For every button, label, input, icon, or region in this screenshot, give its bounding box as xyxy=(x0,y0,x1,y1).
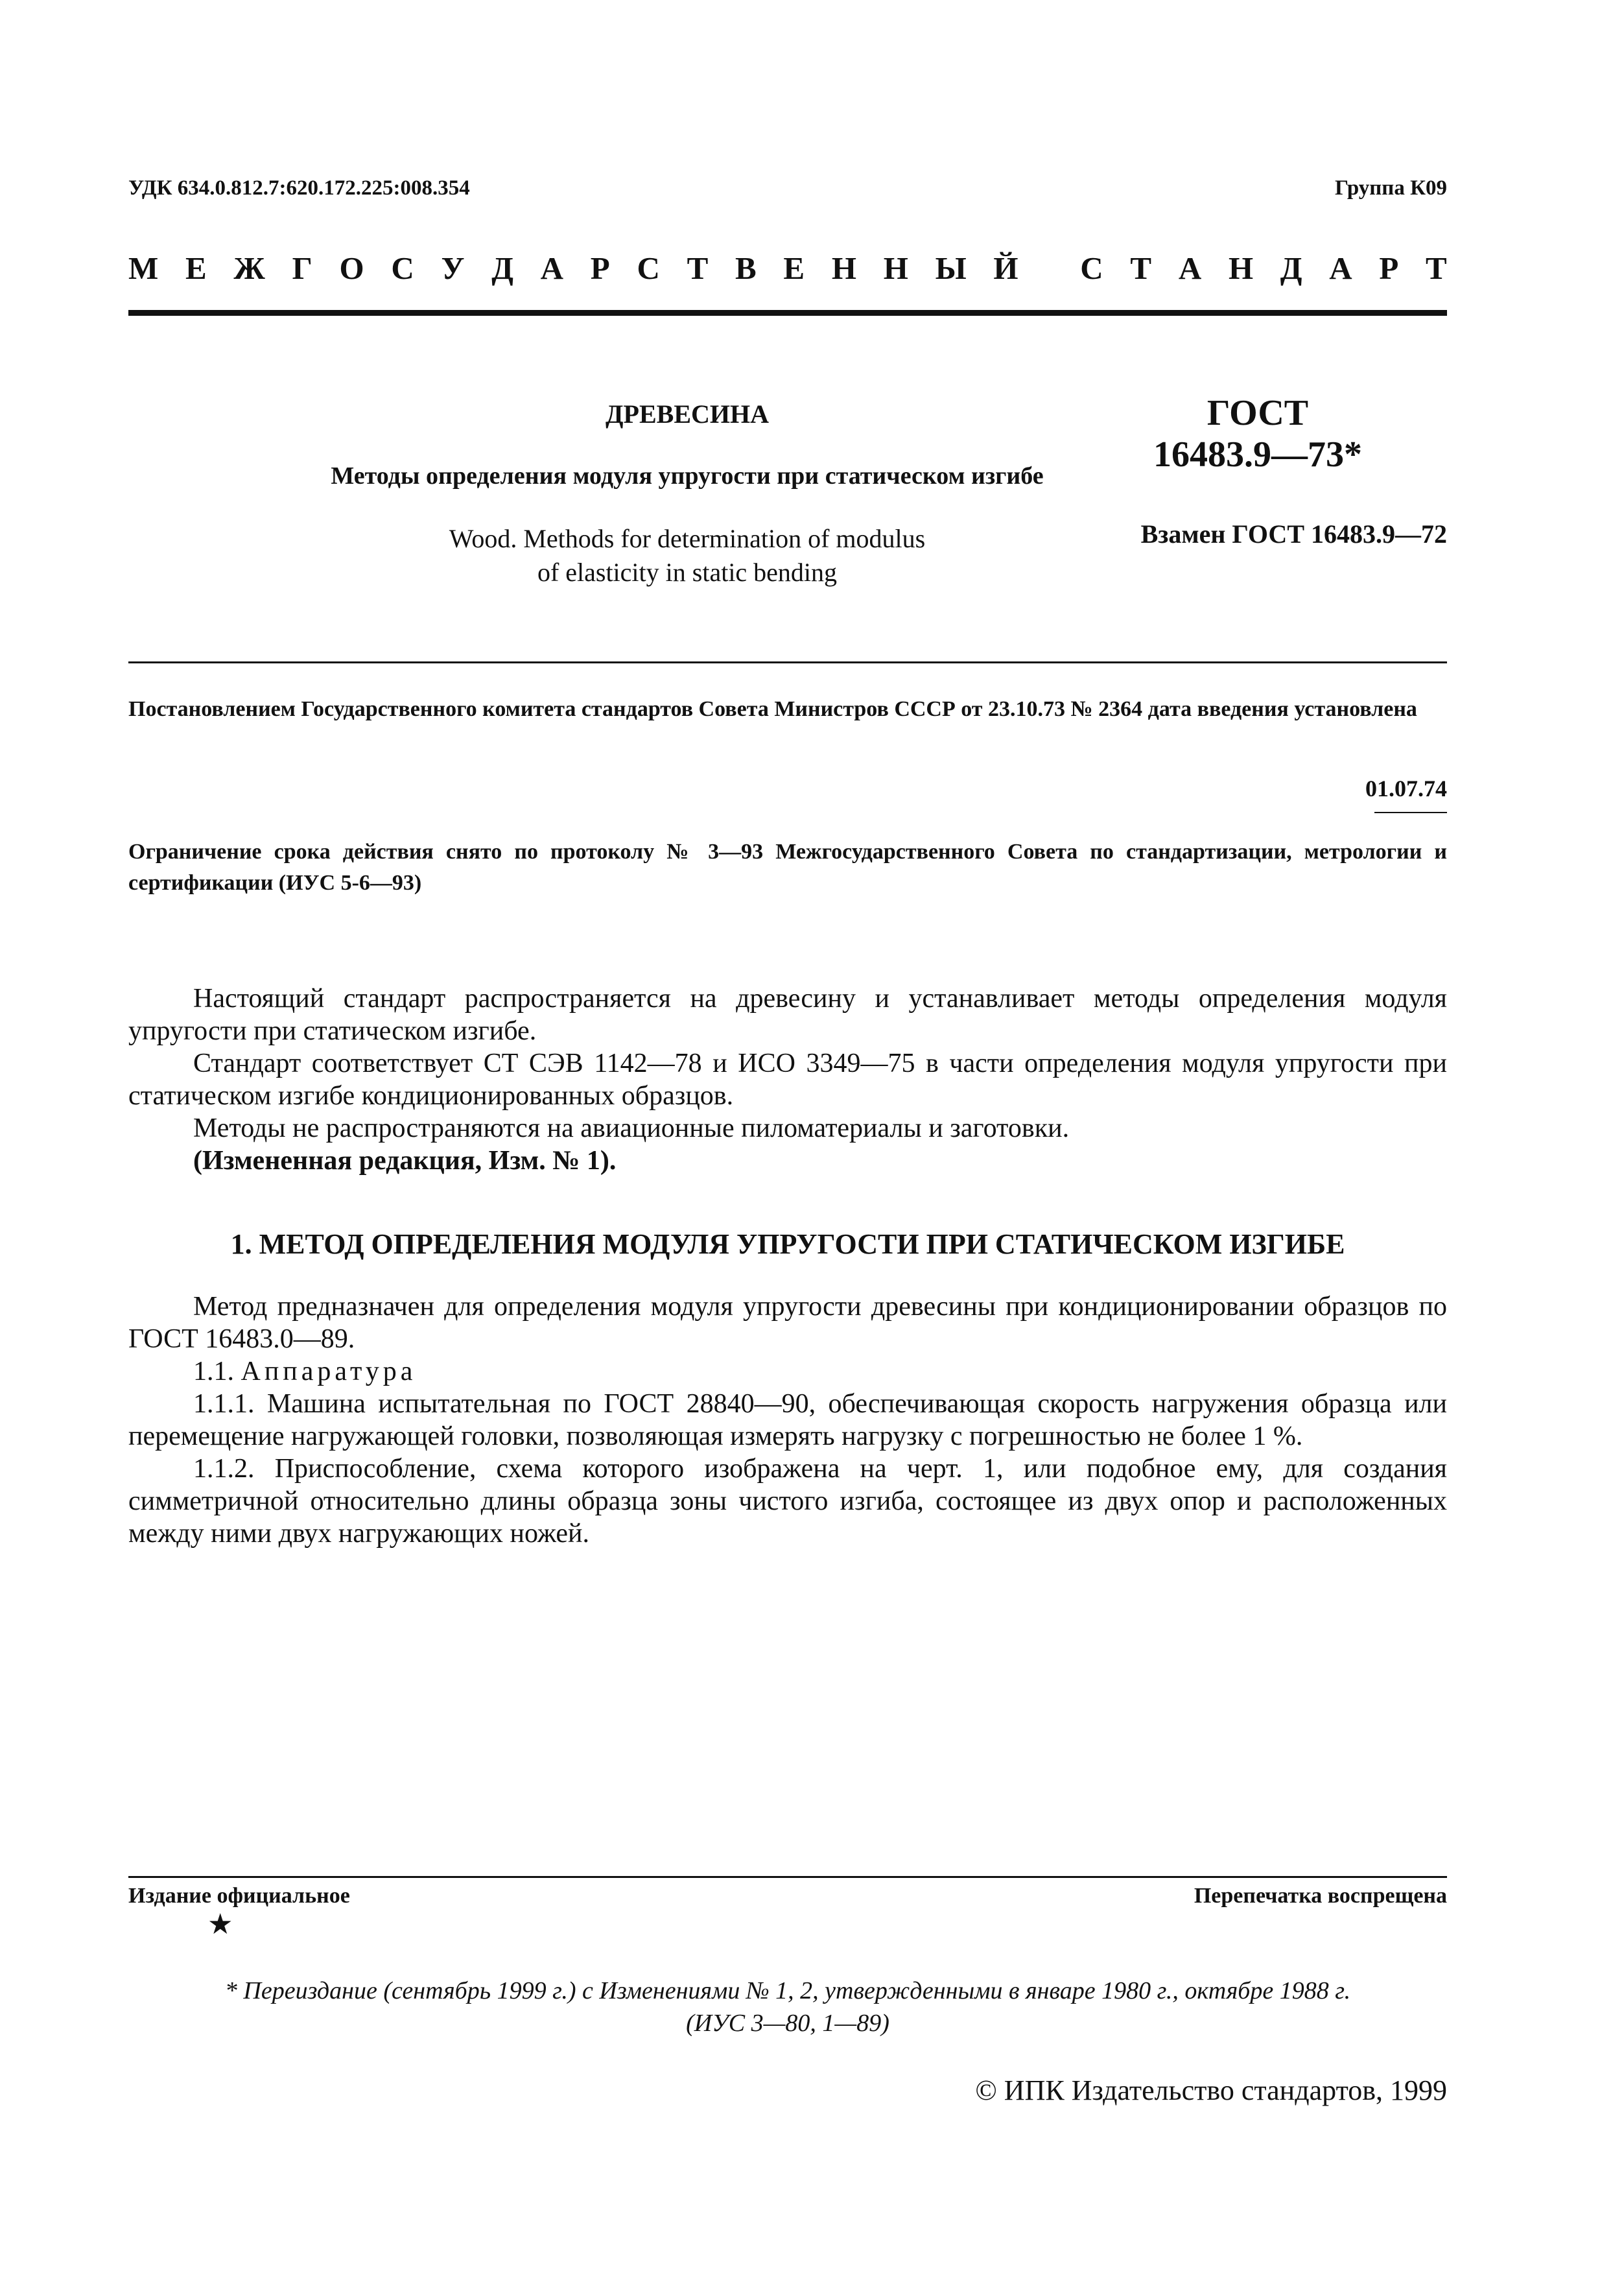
replaces-note: Взамен ГОСТ 16483.9—72 xyxy=(1140,519,1447,549)
banner-letter: Т xyxy=(1130,250,1152,286)
banner-letter: Р xyxy=(590,250,610,286)
banner-letter: У xyxy=(441,250,465,286)
date-underline xyxy=(1374,812,1447,813)
document-title: ДРЕВЕСИНА xyxy=(606,399,769,429)
banner-letter: О xyxy=(339,250,364,286)
banner-letter: Н xyxy=(831,250,856,286)
banner-letter: Е xyxy=(783,250,805,286)
intro-section xyxy=(128,982,1447,1177)
english-title-line2: of elasticity in static bending xyxy=(537,558,838,587)
banner-letter: Т xyxy=(1426,250,1447,286)
intro-paragraph: Стандарт соответствует СТ СЭВ 1142—78 и ИСО 3349—75 в части определения модуля упругости при статическом изгибе кондиционированных образцов. xyxy=(128,1049,1447,1111)
banner-letter: С xyxy=(1080,250,1103,286)
banner-letter: А xyxy=(1178,250,1202,286)
banner-letter: С xyxy=(637,250,660,286)
amendment-note: (Измененная редакция, Изм. № 1). xyxy=(193,1146,617,1176)
star-icon: ★ xyxy=(207,1908,233,1940)
introduction-date: 01.07.74 xyxy=(1365,776,1447,802)
document-subtitle: Методы определения модуля упругости при статическом изгибе xyxy=(331,462,1044,490)
reissue-line1: * Переиздание (сентябрь 1999 г.) с Изменениями № 1, 2, утвержденными в январе 1980 г., октябре 1988 г. xyxy=(224,1977,1351,2004)
reprint-prohibited: Перепечатка воспрещена xyxy=(1194,1884,1447,1908)
group-code: Группа К09 xyxy=(1334,176,1447,200)
resolution-text: Постановлением Государственного комитета стандартов Совета Министров СССР от 23.10.73 № 2364 дата введения установлена xyxy=(128,697,1417,721)
subsection-apparatus xyxy=(128,1355,1447,1388)
intro-paragraph: Методы не распространяются на авиационные пиломатериалы и заготовки. xyxy=(193,1113,1070,1143)
section-paragraph: Метод предназначен для определения модуля упругости древесины при кондиционировании образцов по ГОСТ 16483.0—89. xyxy=(128,1292,1447,1354)
reissue-line2: (ИУС 3—80, 1—89) xyxy=(686,2010,889,2037)
limitation-note: Ограничение срока действия снято по протоколу № 3—93 Межгосударственного Совета по стандартизации, метрологии и сертификации (ИУС 5-6—93) xyxy=(128,840,1447,895)
footer-rule xyxy=(128,1876,1447,1878)
banner-letter: Н xyxy=(883,250,908,286)
banner-letter: С xyxy=(391,250,414,286)
banner-letter: Й xyxy=(993,250,1018,286)
gost-label: ГОСТ xyxy=(1206,393,1309,433)
banner-letter xyxy=(1045,250,1053,287)
subsection-title: Аппаратура xyxy=(241,1357,417,1386)
copyright: © ИПК Издательство стандартов, 1999 xyxy=(975,2074,1447,2106)
banner-letter: Е xyxy=(185,250,207,286)
banner-letter: Ж xyxy=(233,250,265,286)
official-edition: Издание официальное xyxy=(128,1884,350,1908)
english-title xyxy=(298,522,1076,589)
banner-letter: В xyxy=(735,250,757,286)
clause-1-1-1: 1.1.1. Машина испытательная по ГОСТ 28840—90, обеспечивающая скорость нагружения образца или перемещение нагружающей головки, позволяющая измерять нагрузку с погрешностью не более 1 %. xyxy=(128,1389,1447,1451)
banner-letter: Г xyxy=(292,250,312,286)
banner-letter: Р xyxy=(1379,250,1399,286)
clause-1-1-2: 1.1.2. Приспособление, схема которого изображена на черт. 1, или подобное ему, для создания симметричной относительно длины образца зоны чистого изгиба, состоящее из двух опор и расположенных между ними двух нагружающих ножей. xyxy=(128,1454,1447,1549)
title-rule xyxy=(128,661,1447,663)
banner-letter: Н xyxy=(1228,250,1254,286)
banner-letter: Д xyxy=(1280,250,1302,286)
english-title-line1: Wood. Methods for determination of modulus xyxy=(449,524,926,553)
section-body xyxy=(128,1290,1447,1550)
reissue-note xyxy=(128,1975,1447,2039)
udk-code: УДК 634.0.812.7:620.172.225:008.354 xyxy=(128,176,470,200)
banner-letter: А xyxy=(540,250,564,286)
banner-letter: Т xyxy=(687,250,709,286)
banner-letter: Ы xyxy=(935,250,967,286)
standard-banner xyxy=(128,250,1447,287)
subsection-number: 1.1. xyxy=(193,1357,234,1386)
banner-letter: М xyxy=(128,250,159,286)
section-heading: 1. МЕТОД ОПРЕДЕЛЕНИЯ МОДУЛЯ УПРУГОСТИ ПРИ СТАТИЧЕСКОМ ИЗГИБЕ xyxy=(230,1228,1345,1260)
banner-rule xyxy=(128,310,1447,316)
intro-paragraph: Настоящий стандарт распространяется на древесину и устанавливает методы определения модуля упругости при статическом изгибе. xyxy=(128,984,1447,1046)
gost-code-value: 16483.9—73* xyxy=(1153,434,1362,475)
banner-letter: А xyxy=(1329,250,1352,286)
gost-number xyxy=(1063,392,1452,475)
banner-letter: Д xyxy=(491,250,513,286)
